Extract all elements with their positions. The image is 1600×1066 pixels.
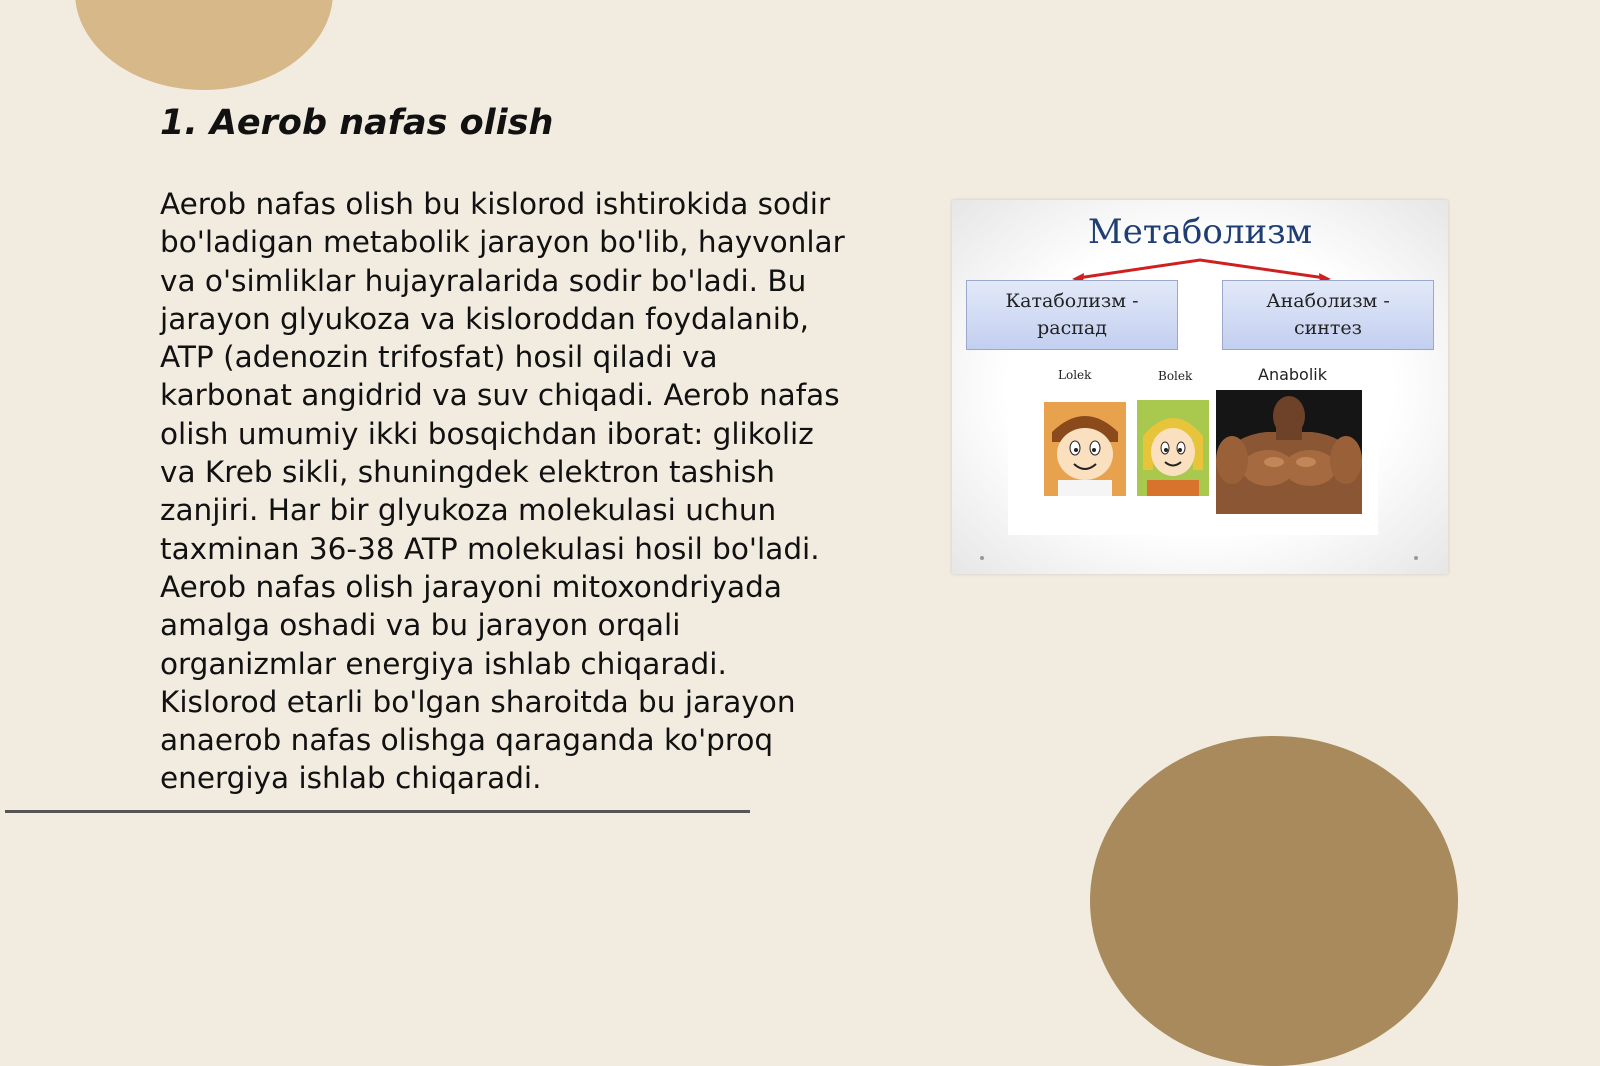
caption-anabolik: Anabolik (1258, 365, 1327, 384)
figure-title: Метаболизм (1087, 212, 1313, 252)
anabolism-box: Анаболизм - синтез (1222, 280, 1434, 350)
caption-bolek: Bolek (1158, 369, 1193, 383)
bodybuilder-photo (1216, 390, 1362, 514)
decorative-circle-top (75, 0, 333, 90)
slide-dot-left (980, 556, 984, 560)
slide-body-text: Aerob nafas olish bu kislorod ishtirokida sodir bo'ladigan metabolik jarayon bo'lib, hayvonlar va o'simliklar hujayralarida sodir bo'ladi. Bu jarayon glyukoza va kisloroddan foydalanib, ATP (adenozin trifosfat) hosil qiladi va karbonat angidrid va suv chiqadi. Aerob nafas olish umumiy ikki bosqichdan iborat: glikoliz va Kreb sikli, shuningdek elektron tashish zanjiri. Har bir glyukoza molekulasi uchun taxminan 36-38 ATP molekulasi hosil bo'ladi. Aerob nafas olish jarayoni mitoxondriyada amalga oshadi va bu jarayon orqali organizmlar energiya ishlab chiqaradi. Kislorod etarli bo'lgan sharoitda bu jarayon anaerob nafas olishga qaraganda ko'proq energiya ishlab chiqaradi. (160, 187, 845, 796)
caption-lolek: Lolek (1058, 368, 1092, 382)
metabolism-figure (952, 200, 1448, 574)
slide-dot-right (1414, 556, 1418, 560)
divider-line (5, 810, 750, 813)
lolek-cartoon-image (1044, 402, 1126, 496)
illustration-panel (1008, 360, 1378, 535)
catabolism-box: Катаболизм - распад (966, 280, 1178, 350)
bolek-cartoon-image (1137, 400, 1209, 496)
decorative-circle-bottom (1090, 736, 1458, 1066)
slide-title: 1. Aerob nafas olish (160, 103, 554, 143)
